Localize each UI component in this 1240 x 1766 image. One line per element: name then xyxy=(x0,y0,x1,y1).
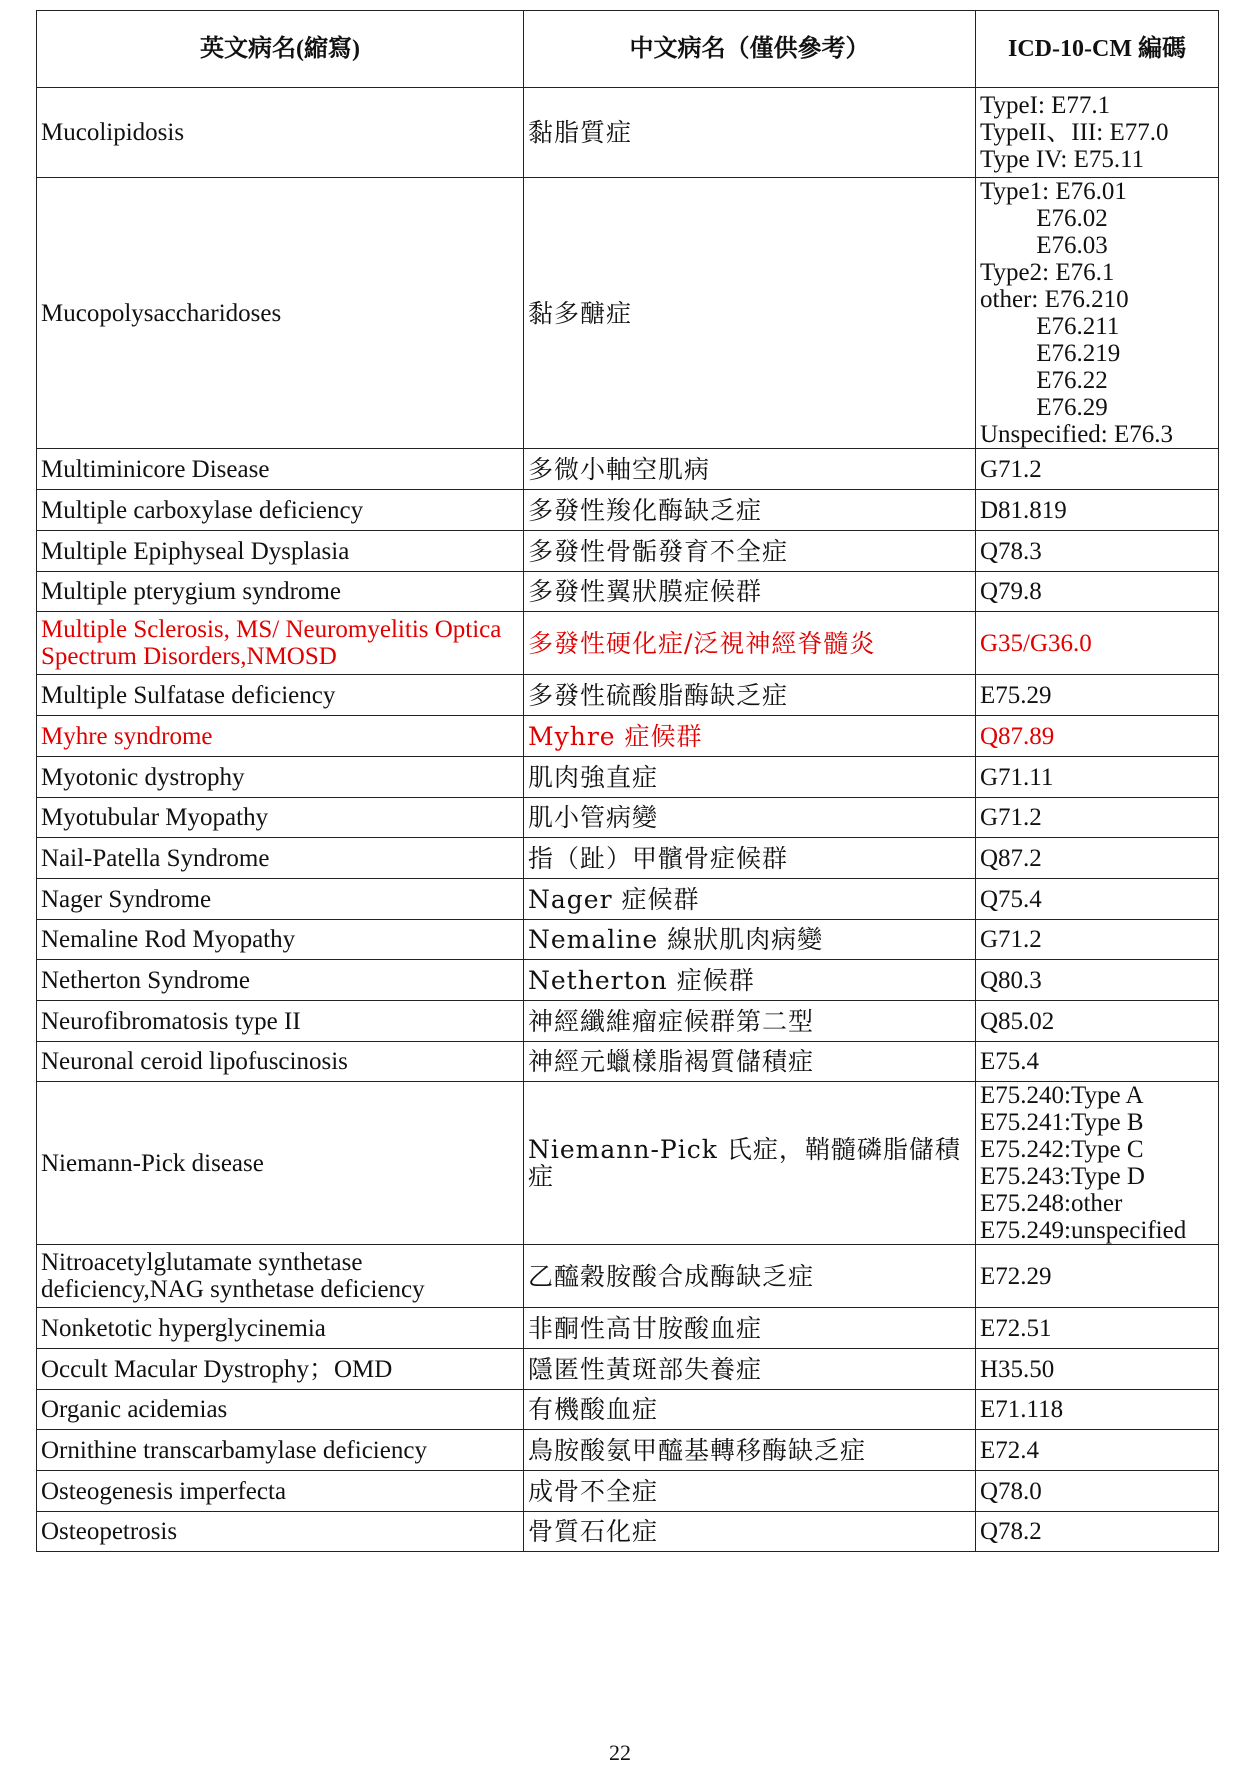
icd-code-cell xyxy=(976,716,1219,757)
icd-code-line: E76.03 xyxy=(980,232,1108,259)
icd-code-line: Type IV: E75.11 xyxy=(980,146,1145,173)
icd-code-line: E71.118 xyxy=(980,1396,1064,1423)
table-row xyxy=(37,178,1219,449)
table-row xyxy=(37,1001,1219,1042)
english-name-cell: Ornithine transcarbamylase deficiency xyxy=(37,1430,524,1471)
chinese-name-cell: Niemann-Pick 氏症，鞘髓磷脂儲積症 xyxy=(524,1082,976,1245)
table-row xyxy=(37,449,1219,490)
icd-code-line: E76.02 xyxy=(980,205,1108,232)
english-name-cell: Multiple Sulfatase deficiency xyxy=(37,675,524,716)
chinese-name-cell: Myhre 症候群 xyxy=(524,716,976,757)
header-english-name: 英文病名(縮寫) xyxy=(37,11,524,88)
icd-code-cell xyxy=(976,838,1219,879)
icd-code-cell xyxy=(976,1001,1219,1042)
chinese-name-cell: 肌肉強直症 xyxy=(524,757,976,798)
icd-code-line: Q78.2 xyxy=(980,1518,1042,1545)
chinese-name-cell: 多發性骨骺發育不全症 xyxy=(524,531,976,572)
chinese-name-cell: 指（趾）甲髕骨症候群 xyxy=(524,838,976,879)
icd-code-line: E72.51 xyxy=(980,1314,1052,1342)
icd-code-line: G71.11 xyxy=(980,763,1054,791)
icd-code-line: E76.219 xyxy=(980,340,1121,367)
icd-code-line: E72.29 xyxy=(980,1262,1052,1290)
english-name-cell: Nonketotic hyperglycinemia xyxy=(37,1308,524,1349)
icd-code-line: other: E76.210 xyxy=(980,286,1129,313)
table-row xyxy=(37,612,1219,675)
chinese-name-cell: 多發性硬化症/泛視神經脊髓炎 xyxy=(524,612,976,675)
english-name-cell: Myotonic dystrophy xyxy=(37,757,524,798)
icd-code-line: E75.249:unspecified xyxy=(980,1217,1187,1244)
chinese-name-cell: 多發性硫酸脂酶缺乏症 xyxy=(524,675,976,716)
table-row xyxy=(37,675,1219,716)
chinese-name-cell: 隱匿性黃斑部失養症 xyxy=(524,1349,976,1390)
chinese-name-cell: 骨質石化症 xyxy=(524,1512,976,1552)
english-name-cell: Neuronal ceroid lipofuscinosis xyxy=(37,1042,524,1082)
icd-code-cell xyxy=(976,1430,1219,1471)
icd-code-cell xyxy=(976,612,1219,675)
chinese-name-cell: Netherton 症候群 xyxy=(524,960,976,1001)
icd-code-line: Q79.8 xyxy=(980,578,1042,605)
icd-code-line: Unspecified: E76.3 xyxy=(980,421,1174,448)
chinese-name-cell: 成骨不全症 xyxy=(524,1471,976,1512)
table-row xyxy=(37,1042,1219,1082)
icd-code-line: E75.29 xyxy=(980,681,1052,709)
table-row xyxy=(37,757,1219,798)
icd-code-line: E72.4 xyxy=(980,1436,1040,1464)
english-name-cell: Nitroacetylglutamate synthetase deficiency,NAG synthetase deficiency xyxy=(37,1245,524,1308)
english-name-cell: Mucolipidosis xyxy=(37,88,524,178)
table-row xyxy=(37,716,1219,757)
chinese-name-cell: Nager 症候群 xyxy=(524,879,976,920)
icd-code-cell xyxy=(976,490,1219,531)
table-row xyxy=(37,798,1219,838)
page-number: 22 xyxy=(609,1740,631,1765)
icd-code-line: E76.22 xyxy=(980,367,1108,394)
icd-code-line: E75.241:Type B xyxy=(980,1109,1144,1136)
chinese-name-cell: 神經纖維瘤症候群第二型 xyxy=(524,1001,976,1042)
icd-code-line: E76.29 xyxy=(980,394,1108,421)
english-name-cell: Niemann-Pick disease xyxy=(37,1082,524,1245)
english-name-cell: Multiple Sclerosis, MS/ Neuromyelitis Optica Spectrum Disorders,NMOSD xyxy=(37,612,524,675)
icd-code-cell xyxy=(976,879,1219,920)
icd-code-line: E75.240:Type A xyxy=(980,1082,1144,1109)
icd-code-line: Q80.3 xyxy=(980,966,1042,994)
table-row xyxy=(37,879,1219,920)
chinese-name-cell: 非酮性高甘胺酸血症 xyxy=(524,1308,976,1349)
icd-code-line: Q85.02 xyxy=(980,1007,1055,1035)
table-row xyxy=(37,920,1219,960)
header-icd-code: ICD-10-CM 編碼 xyxy=(976,11,1219,88)
icd-code-cell xyxy=(976,1308,1219,1349)
english-name-cell: Nail-Patella Syndrome xyxy=(37,838,524,879)
chinese-name-cell: 神經元蠟樣脂褐質儲積症 xyxy=(524,1042,976,1082)
english-name-cell: Occult Macular Dystrophy；OMD xyxy=(37,1349,524,1390)
icd-code-cell xyxy=(976,920,1219,960)
header-chinese-name: 中文病名（僅供參考） xyxy=(524,11,976,88)
icd-code-cell xyxy=(976,572,1219,612)
table-row xyxy=(37,1430,1219,1471)
english-name-cell: Osteogenesis imperfecta xyxy=(37,1471,524,1512)
icd-code-cell xyxy=(976,1471,1219,1512)
icd-code-cell xyxy=(976,675,1219,716)
table-row xyxy=(37,1308,1219,1349)
icd-code-cell xyxy=(976,178,1219,449)
icd-code-cell xyxy=(976,1245,1219,1308)
icd-code-line: TypeI: E77.1 xyxy=(980,92,1111,119)
icd-code-line: TypeII、III: E77.0 xyxy=(980,119,1169,146)
table-row xyxy=(37,1390,1219,1430)
english-name-cell: Nager Syndrome xyxy=(37,879,524,920)
icd-code-line: E75.242:Type C xyxy=(980,1136,1144,1163)
chinese-name-cell: 多微小軸空肌病 xyxy=(524,449,976,490)
icd-code-line: Q78.0 xyxy=(980,1477,1042,1505)
chinese-name-cell: 鳥胺酸氨甲醯基轉移酶缺乏症 xyxy=(524,1430,976,1471)
table-row xyxy=(37,490,1219,531)
icd-code-line: E75.4 xyxy=(980,1048,1040,1075)
english-name-cell: Osteopetrosis xyxy=(37,1512,524,1552)
english-name-cell: Nemaline Rod Myopathy xyxy=(37,920,524,960)
english-name-cell: Multiple Epiphyseal Dysplasia xyxy=(37,531,524,572)
icd-code-line: Type2: E76.1 xyxy=(980,259,1115,286)
icd-code-cell xyxy=(976,449,1219,490)
english-name-cell: Myotubular Myopathy xyxy=(37,798,524,838)
table-row xyxy=(37,1512,1219,1552)
chinese-name-cell: 有機酸血症 xyxy=(524,1390,976,1430)
icd-code-cell xyxy=(976,1042,1219,1082)
table-row xyxy=(37,1349,1219,1390)
chinese-name-cell: 乙醯穀胺酸合成酶缺乏症 xyxy=(524,1245,976,1308)
icd-code-line: Q87.2 xyxy=(980,844,1042,872)
icd-code-line: D81.819 xyxy=(980,496,1067,524)
chinese-name-cell: 多發性翼狀膜症候群 xyxy=(524,572,976,612)
table-row xyxy=(37,1082,1219,1245)
table-row xyxy=(37,838,1219,879)
table-row xyxy=(37,88,1219,178)
chinese-name-cell: 多發性羧化酶缺乏症 xyxy=(524,490,976,531)
icd-code-line: E75.248:other xyxy=(980,1190,1123,1217)
icd-code-cell xyxy=(976,757,1219,798)
english-name-cell: Organic acidemias xyxy=(37,1390,524,1430)
icd-code-line: H35.50 xyxy=(980,1355,1055,1383)
icd-code-line: Type1: E76.01 xyxy=(980,178,1127,205)
icd-code-cell xyxy=(976,531,1219,572)
english-name-cell: Mucopolysaccharidoses xyxy=(37,178,524,449)
rare-disease-table xyxy=(36,10,1219,1552)
table-header-row xyxy=(37,11,1219,88)
icd-code-cell xyxy=(976,1082,1219,1245)
english-name-cell: Multiminicore Disease xyxy=(37,449,524,490)
english-name-cell: Neurofibromatosis type II xyxy=(37,1001,524,1042)
icd-code-line: Q75.4 xyxy=(980,885,1042,913)
chinese-name-cell: 黏多醣症 xyxy=(524,178,976,449)
table-row xyxy=(37,531,1219,572)
english-name-cell: Multiple pterygium syndrome xyxy=(37,572,524,612)
icd-code-line: Q78.3 xyxy=(980,537,1042,565)
table-row xyxy=(37,960,1219,1001)
english-name-cell: Netherton Syndrome xyxy=(37,960,524,1001)
chinese-name-cell: 黏脂質症 xyxy=(524,88,976,178)
icd-code-line: E76.211 xyxy=(980,313,1120,340)
icd-code-cell xyxy=(976,798,1219,838)
english-name-cell: Myhre syndrome xyxy=(37,716,524,757)
icd-code-cell xyxy=(976,1390,1219,1430)
icd-code-line: G71.2 xyxy=(980,455,1042,483)
english-name-cell: Multiple carboxylase deficiency xyxy=(37,490,524,531)
icd-code-line: Q87.89 xyxy=(980,722,1055,750)
icd-code-line: G35/G36.0 xyxy=(980,629,1092,657)
icd-code-line: G71.2 xyxy=(980,926,1042,953)
icd-code-cell xyxy=(976,88,1219,178)
icd-code-cell xyxy=(976,1349,1219,1390)
table-row xyxy=(37,1245,1219,1308)
chinese-name-cell: 肌小管病變 xyxy=(524,798,976,838)
icd-code-line: E75.243:Type D xyxy=(980,1163,1145,1190)
icd-code-line: G71.2 xyxy=(980,804,1042,831)
icd-code-cell xyxy=(976,960,1219,1001)
chinese-name-cell: Nemaline 線狀肌肉病變 xyxy=(524,920,976,960)
table-row xyxy=(37,1471,1219,1512)
table-body xyxy=(37,88,1219,1552)
icd-code-cell xyxy=(976,1512,1219,1552)
table-row xyxy=(37,572,1219,612)
